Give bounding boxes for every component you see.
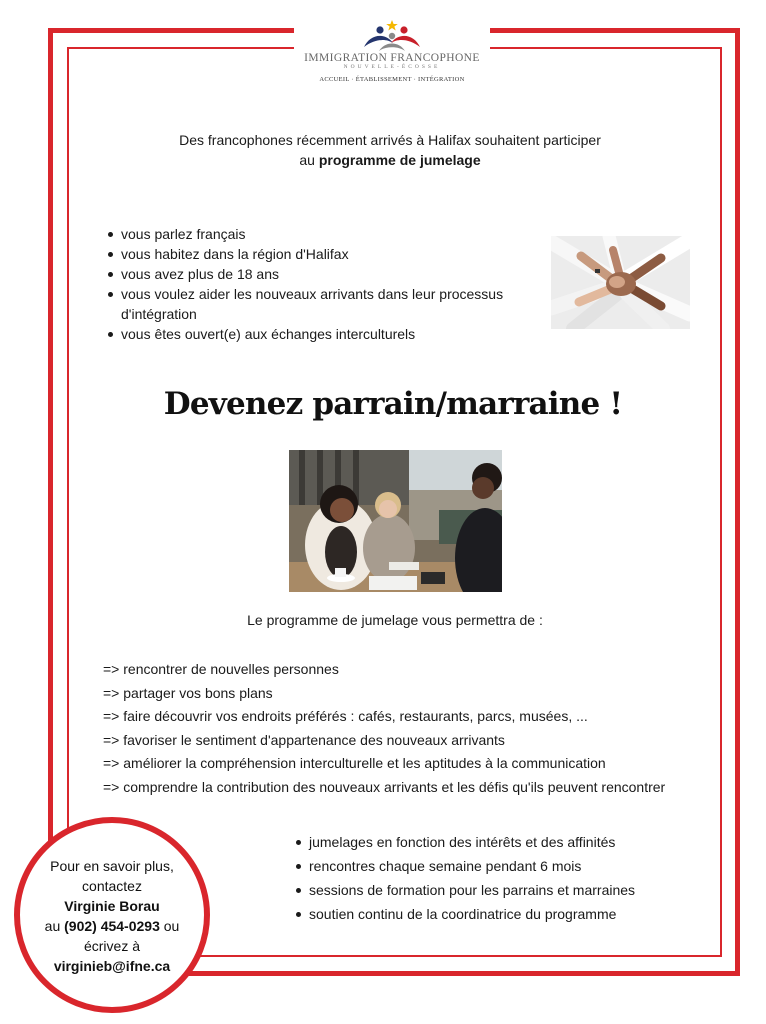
headline: Devenez parrain/marraine ! [163, 386, 623, 422]
contact-email[interactable]: virginieb@ifne.ca [53, 958, 171, 974]
benefit-item: => comprendre la contribution des nouveaux arrivants et les défis qu'ils peuvent rencontrer [103, 778, 666, 795]
contact-name-text: Virginie Borau [64, 898, 160, 914]
phone-suffix: ou [159, 918, 180, 934]
feature-item: jumelages en fonction des intérêts et des affinités [295, 830, 695, 854]
contact-line-1: Pour en savoir plus, [50, 858, 174, 874]
photo-cafe-meeting [289, 450, 502, 592]
criteria-item: vous habitez dans la région d'Halifax [103, 244, 543, 264]
contact-email-line [27, 956, 197, 976]
criteria-list [103, 224, 543, 344]
contact-line-2: contactez [82, 878, 142, 894]
logo-title: IMMIGRATION FRANCOPHONE [304, 52, 480, 64]
intro-line-1: Des francophones récemment arrivés à Halifax souhaitent participer [179, 132, 601, 148]
contact-phone-line [27, 916, 197, 936]
photo-hands-together [551, 236, 690, 329]
people-logo-icon [361, 20, 423, 52]
criteria-item: vous avez plus de 18 ans [103, 264, 543, 284]
intro-line-2 [90, 150, 690, 170]
intro-text [90, 130, 690, 170]
logo-subtitle: NOUVELLE-ÉCOSSE [343, 64, 441, 70]
criteria-item: vous êtes ouvert(e) aux échanges interculturels [103, 324, 543, 344]
benefit-item: => améliorer la compréhension interculturelle et les aptitudes à la communication [103, 755, 606, 772]
benefit-item: => rencontrer de nouvelles personnes [103, 661, 339, 677]
contact-name [27, 896, 197, 916]
benefits-list [103, 658, 713, 800]
criteria-item: vous voulez aider les nouveaux arrivants dans leur processus d'intégration [103, 284, 543, 324]
contact-circle [14, 817, 210, 1013]
feature-item: soutien continu de la coordinatrice du programme [295, 902, 695, 926]
contact-phone[interactable]: (902) 454-0293 [64, 918, 160, 934]
phone-prefix: au [44, 918, 65, 934]
benefit-item: => partager vos bons plans [103, 684, 273, 701]
contact-line-5: écrivez à [83, 938, 141, 954]
intro-line-2-prefix: au [299, 152, 319, 168]
benefit-item: => faire découvrir vos endroits préférés : cafés, restaurants, parcs, musées, ... [103, 708, 588, 725]
cafe-meeting-image [289, 450, 502, 592]
criteria-item: vous parlez français [103, 224, 543, 244]
program-features-list [295, 830, 695, 926]
logo-tagline: ACCUEIL · ÉTABLISSEMENT · INTÉGRATION [319, 76, 465, 83]
logo-immigration-francophone [294, 18, 490, 100]
program-name: programme de jumelage [318, 152, 481, 168]
benefits-intro: Le programme de jumelage vous permettra de : [247, 612, 543, 628]
benefit-item: => favoriser le sentiment d'appartenance des nouveaux arrivants [103, 731, 505, 748]
contact-text [27, 856, 197, 976]
feature-item: rencontres chaque semaine pendant 6 mois [295, 854, 695, 878]
feature-item: sessions de formation pour les parrains et marraines [295, 878, 695, 902]
hands-together-image [551, 236, 690, 329]
